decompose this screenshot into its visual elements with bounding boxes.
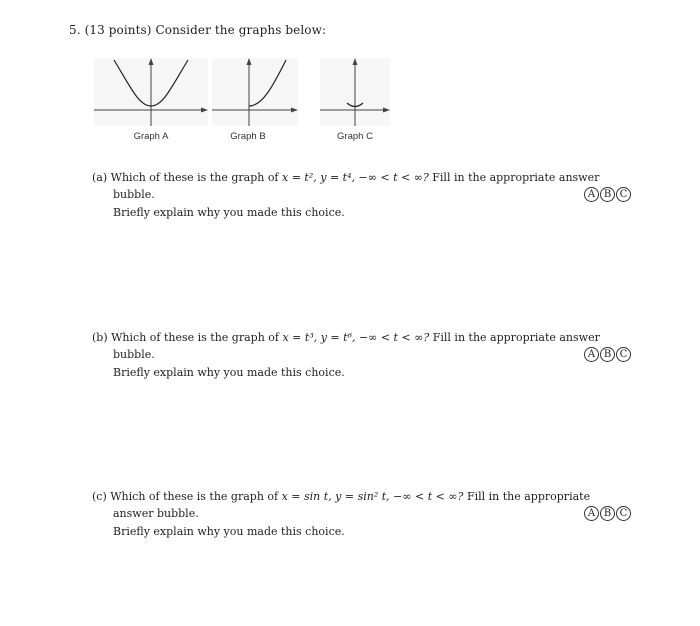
part-c-question-tail: Fill in the appropriate	[466, 490, 591, 503]
part-c-answer-row	[92, 506, 632, 523]
graph-c-label: Graph C	[337, 131, 373, 142]
part-c-bubble-a[interactable]: A	[584, 506, 599, 521]
part-b-bubbles	[584, 347, 631, 362]
part-b-explain: Briefly explain why you made this choice.	[113, 366, 345, 379]
part-a-question-tail: Fill in the appropriate answer	[432, 171, 600, 184]
part-c	[92, 489, 632, 541]
part-c-tag: (c)	[92, 490, 107, 503]
part-c-bubble-b[interactable]: B	[600, 506, 615, 521]
part-c-explain: Briefly explain why you made this choice.	[113, 525, 345, 538]
part-c-bubble-c[interactable]: C	[616, 506, 631, 521]
graph-b-label: Graph B	[230, 131, 266, 142]
problem-header: 5. (13 points) Consider the graphs below:	[69, 23, 327, 37]
part-b-equation: x = t³, y = t⁶, −∞ < t < ∞?	[282, 331, 430, 344]
part-b-tag: (b)	[92, 331, 108, 344]
graph-c	[320, 58, 390, 126]
part-a-explain: Briefly explain why you made this choice.	[113, 206, 345, 219]
part-a-tag: (a)	[92, 171, 108, 184]
graph-a	[94, 58, 208, 126]
part-b-bubble-a[interactable]: A	[584, 347, 599, 362]
part-c-bubbles	[584, 506, 631, 521]
part-c-continuation: answer bubble.	[113, 506, 199, 520]
graph-b	[212, 58, 298, 126]
part-b-question-tail: Fill in the appropriate answer	[432, 331, 600, 344]
part-a-bubble-c[interactable]: C	[616, 187, 631, 202]
part-a-bubbles	[584, 187, 631, 202]
part-b-question	[92, 330, 632, 347]
graph-b-plot	[212, 58, 298, 126]
part-a-bubble-a[interactable]: A	[584, 187, 599, 202]
part-a-question-text: Which of these is the graph of	[110, 171, 279, 184]
part-a-answer-row	[92, 187, 632, 204]
graph-a-label: Graph A	[133, 131, 169, 142]
part-a-question	[92, 170, 632, 187]
part-b-answer-row	[92, 347, 632, 364]
graph-c-plot	[320, 58, 390, 126]
part-c-question-text: Which of these is the graph of	[110, 490, 279, 503]
part-c-equation: x = sin t, y = sin² t, −∞ < t < ∞?	[281, 490, 464, 503]
part-b-bubble-c[interactable]: C	[616, 347, 631, 362]
part-b-continuation: bubble.	[113, 347, 155, 361]
part-b-question-text: Which of these is the graph of	[111, 331, 279, 344]
graph-a-plot	[94, 58, 208, 126]
part-c-question	[92, 489, 632, 506]
part-a	[92, 170, 632, 222]
part-a-bubble-b[interactable]: B	[600, 187, 615, 202]
part-a-continuation: bubble.	[113, 187, 155, 201]
part-a-equation: x = t², y = t⁴, −∞ < t < ∞?	[282, 171, 429, 184]
part-b	[92, 330, 632, 382]
part-b-bubble-b[interactable]: B	[600, 347, 615, 362]
